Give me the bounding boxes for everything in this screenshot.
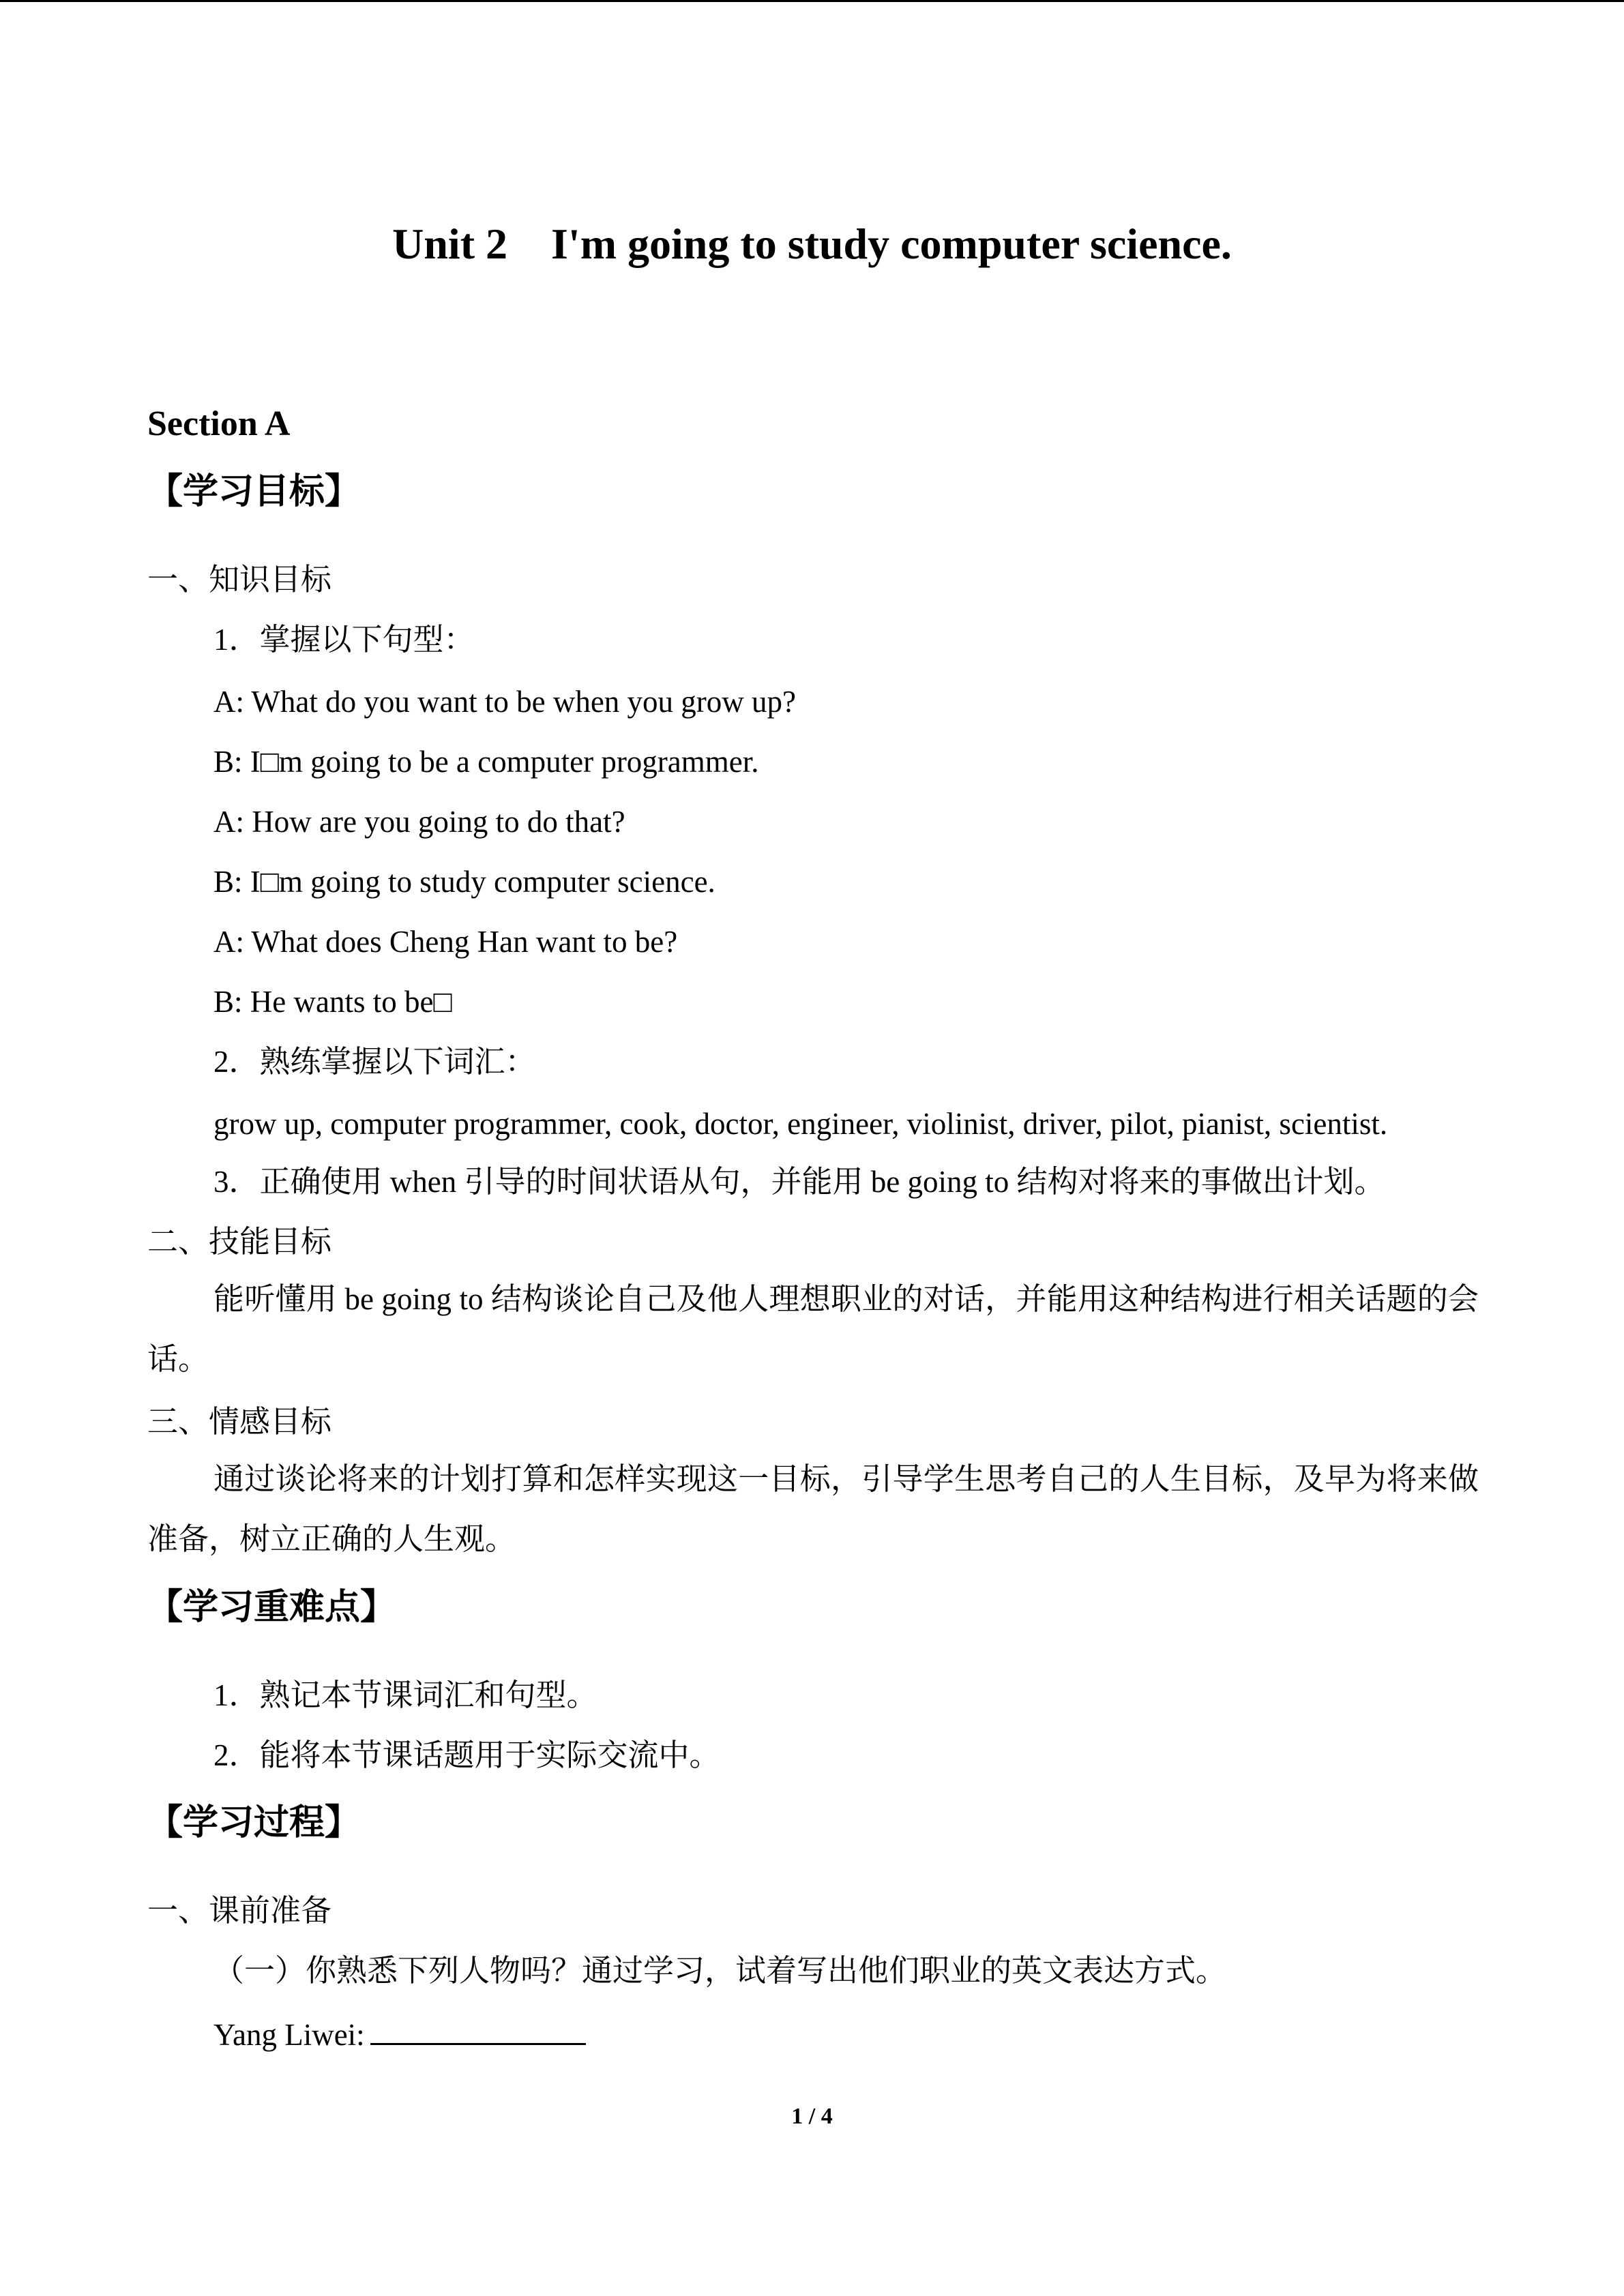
emotion-goals-heading: 三、情感目标 (147, 1405, 332, 1439)
key-point-item: 2．能将本节课话题用于实际交流中。 (213, 1738, 720, 1772)
dialogue-line: A: What does Cheng Han want to be? (213, 925, 678, 959)
emotion-goals-text: 通过谈论将来的计划打算和怎样实现这一目标，引导学生思考自己的人生目标，及早为将来做准备，树立正确的人生观。 (147, 1462, 1479, 1556)
dialogue-line: B: I□m going to study computer science. (213, 865, 715, 899)
key-points-heading: 【学习重难点】 (147, 1588, 396, 1627)
vocabulary-list: grow up, computer programmer, cook, doctor, engineer, violinist, driver, pilot, pianist, scientist. (213, 1107, 1388, 1141)
page-number: 1 / 4 (791, 2104, 833, 2129)
page-top-border (0, 0, 1624, 2)
section-heading: Section A (147, 404, 291, 443)
skill-goals-text: 能听懂用 be going to 结构谈论自己及他人理想职业的对话，并能用这种结构进行相关话题的会话。 (147, 1282, 1479, 1376)
knowledge-item-1: 1．掌握以下句型： (213, 623, 475, 657)
knowledge-item-3: 3．正确使用 when 引导的时间状语从句，并能用 be going to 结构对将来的事做出计划。 (213, 1165, 1385, 1199)
knowledge-goals-heading: 一、知识目标 (147, 563, 332, 597)
skill-goals-heading: 二、技能目标 (147, 1225, 332, 1259)
document-title: Unit 2 I'm going to study computer science. (392, 220, 1232, 268)
dialogue-line: B: I□m going to be a computer programmer. (213, 745, 759, 779)
key-point-item: 1．熟记本节课词汇和句型。 (213, 1678, 597, 1712)
goals-heading: 【学习目标】 (147, 473, 361, 511)
fill-in-label: Yang Liwei: (213, 2018, 365, 2052)
dialogue-line: B: He wants to be□ (213, 985, 452, 1019)
fill-in-line (213, 2014, 586, 2055)
dialogue-line: A: What do you want to be when you grow up? (213, 685, 797, 719)
answer-blank[interactable] (370, 2016, 586, 2045)
knowledge-item-2: 2．熟练掌握以下词汇： (213, 1045, 536, 1079)
dialogue-line: A: How are you going to do that? (213, 805, 625, 839)
prep-heading: 一、课前准备 (147, 1894, 332, 1928)
prep-item: （一）你熟悉下列人物吗？通过学习，试着写出他们职业的英文表达方式。 (213, 1954, 1227, 1988)
process-heading: 【学习过程】 (147, 1804, 361, 1843)
